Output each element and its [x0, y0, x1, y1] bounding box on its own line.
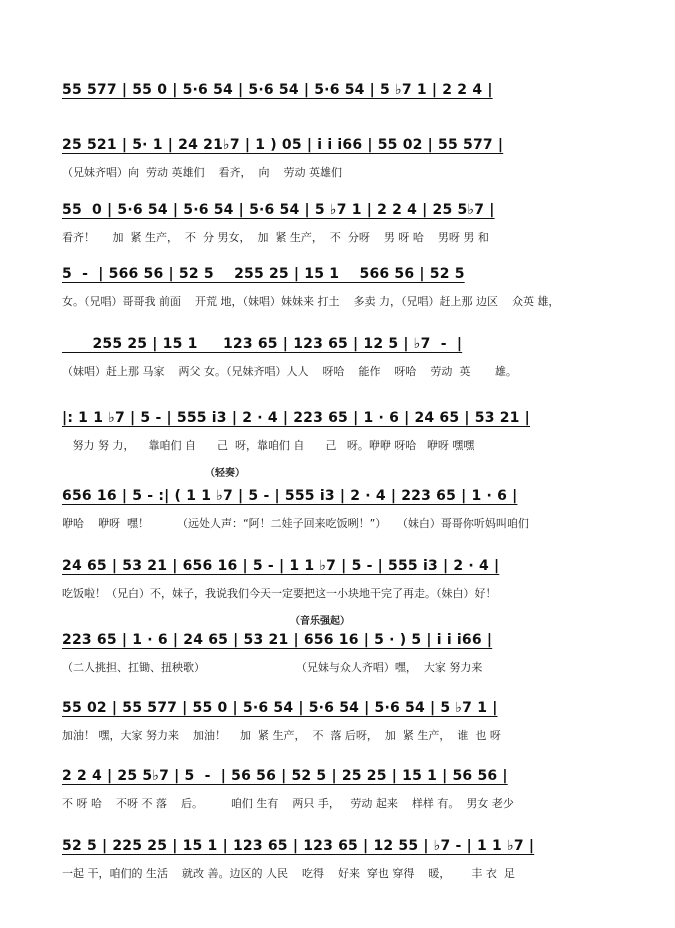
lyrics-line	[62, 110, 610, 126]
melody-line: 55 0 | 5·6 54 | 5·6 54 | 5·6 54 | 5 ♭7 1 | 2 2 4 | 25 5♭7 |	[62, 202, 495, 218]
lyrics-line: 努力 努 力， 靠咱们 自 己 呀，靠咱们 自 己 呀。咿咿 呀哈 咿呀 嘿嘿	[62, 439, 475, 452]
melody-line: 25 521 | 5· 1 | 24 21♭7 | 1 ) 05 | i i i66 | 55 02 | 55 577 |	[62, 137, 504, 153]
melody-line: 24 65 | 53 21 | 656 16 | 5 - | 1 1 ♭7 | 5 - | 555 i3 | 2 · 4 |	[62, 558, 500, 574]
melody-line: 5 - | 566 56 | 52 5 255 25 | 15 1 566 56 | 52 5	[62, 266, 465, 282]
melody-line: 223 65 | 1 · 6 | 24 65 | 53 21 | 656 16 | 5 · ) 5 | i i i66 |	[62, 632, 493, 648]
light-play-annotation: （轻奏）	[205, 468, 245, 479]
melody-line: 255 25 | 15 1 123 65 | 123 65 | 12 5 | ♭7 - |	[62, 336, 463, 352]
melody-line: 656 16 | 5 - :| ( 1 1 ♭7 | 5 - | 555 i3 | 2 · 4 | 223 65 | 1 · 6 |	[62, 488, 518, 504]
melody-line: |: 1 1 ♭7 | 5 - | 555 i3 | 2 · 4 | 223 65 | 1 · 6 | 24 65 | 53 21 |	[62, 410, 530, 426]
lyrics-line: （二人挑担、扛锄、扭秧歌） （兄妹与众人齐唱）嘿， 大家 努力来	[62, 661, 483, 674]
melody-line: 55 577 | 55 0 | 5·6 54 | 5·6 54 | 5·6 54 | 5 ♭7 1 | 2 2 4 |	[62, 82, 493, 98]
melody-line: 55 02 | 55 577 | 55 0 | 5·6 54 | 5·6 54 | 5·6 54 | 5 ♭7 1 |	[62, 700, 498, 716]
lyrics-line: 咿哈 咿呀 嘿！ （远处人声：“阿！二娃子回来吃饭咧！”） （妹白）哥哥你听妈叫咱们	[62, 517, 529, 530]
lyrics-line: （兄妹齐唱）向 劳动 英雄们 看齐， 向 劳动 英雄们	[62, 166, 342, 179]
lyrics-line: （妹唱）赶上那 马家 两父 女。（兄妹齐唱）人人 呀哈 能作 呀哈 劳动 英 雄。	[62, 365, 517, 378]
lyrics-line: 不 呀 哈 不呀 不 落 后。 咱们 生有 两只 手， 劳动 起来 样样 有。 男女 老少	[62, 797, 514, 810]
music-rises-annotation: （音乐强起）	[290, 616, 350, 627]
melody-line: 2 2 4 | 25 5♭7 | 5 - | 56 56 | 52 5 | 25 25 | 15 1 | 56 56 |	[62, 768, 508, 784]
lyrics-line: 看齐！ 加 紧 生产， 不 分 男女， 加 紧 生产， 不 分呀 男 呀 哈 男呀 男 和	[62, 231, 489, 244]
lyrics-line: 吃饭啦！（兄白）不，妹子，我说我们今天一定要把这一小块地干完了再走。（妹白）好！	[62, 587, 497, 600]
lyrics-line: 女。（兄唱）哥哥我 前面 开荒 地，（妹唱）妹妹来 打土 多卖 力，（兄唱）赶上那 边区 众英 雄，	[62, 295, 560, 308]
melody-line: 52 5 | 225 25 | 15 1 | 123 65 | 123 65 | 12 55 | ♭7 - | 1 1 ♭7 |	[62, 838, 535, 854]
lyrics-line: 加油！ 嘿，大家 努力来 加油！ 加 紧 生产， 不 落 后呀， 加 紧 生产， 谁 也 呀	[62, 729, 501, 742]
lyrics-line: 一起 干，咱们的 生活 就改 善。边区的 人民 吃得 好来 穿也 穿得 暖， 丰 衣 足	[62, 867, 515, 880]
